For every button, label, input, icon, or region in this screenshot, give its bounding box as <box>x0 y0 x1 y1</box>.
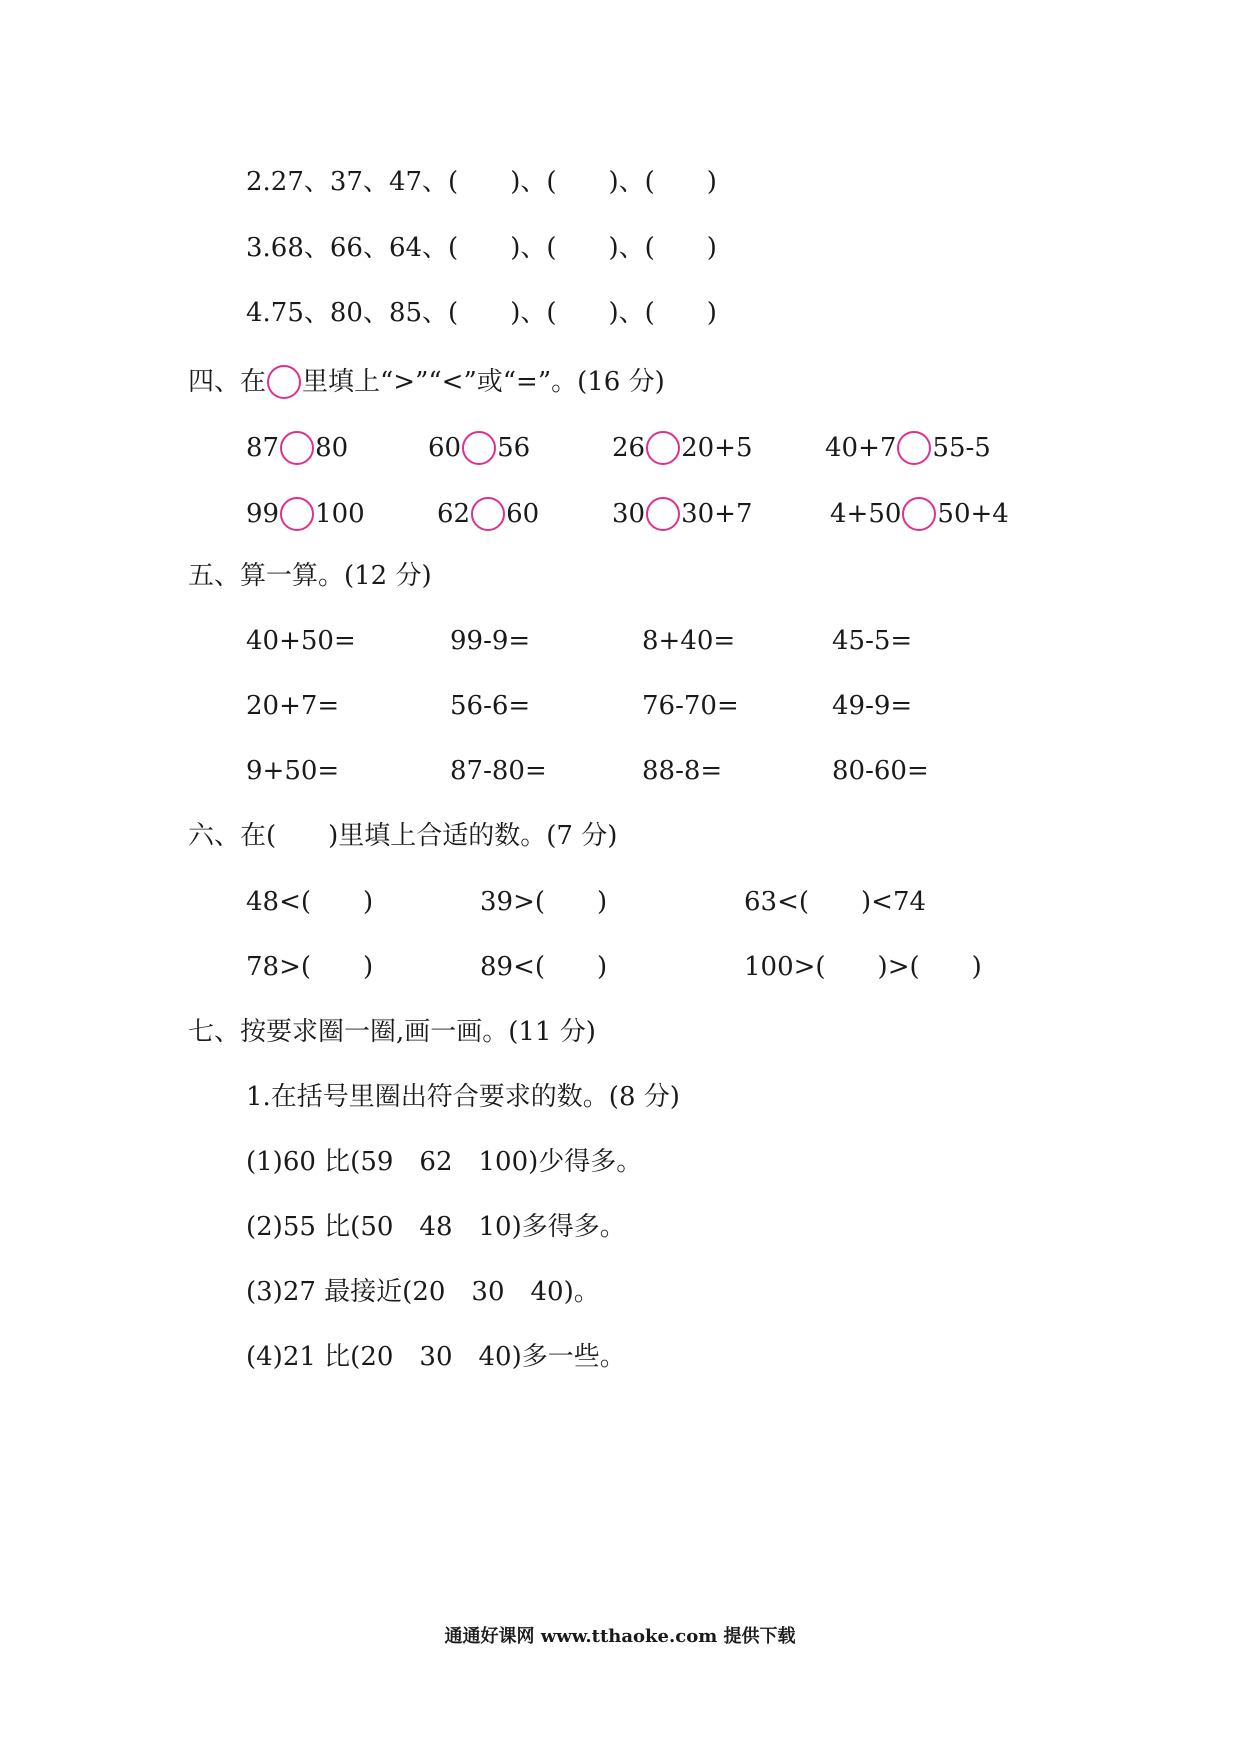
calc-problem: 45-5= <box>832 626 913 656</box>
compare-item <box>825 428 991 468</box>
fill-problem: 78>( ) <box>246 952 374 982</box>
compare-item <box>246 494 365 534</box>
compare-left: 26 <box>612 433 646 463</box>
compare-right: 100 <box>315 499 365 529</box>
calc-problem: 40+50= <box>246 626 356 656</box>
answer-circle[interactable] <box>280 497 314 531</box>
section-5-title: 五、算一算。(12 分) <box>188 561 432 591</box>
compare-right: 55-5 <box>932 433 991 463</box>
circle-problem: (1)60 比(59 62 100)少得多。 <box>246 1147 643 1177</box>
fill-problem: 39>( ) <box>480 887 608 917</box>
answer-circle[interactable] <box>471 497 505 531</box>
answer-circle[interactable] <box>462 431 496 465</box>
compare-left: 30 <box>612 499 646 529</box>
calc-problem: 88-8= <box>642 756 723 786</box>
section-4-title <box>188 362 665 402</box>
section-4-title-b: 里填上“>”“<”或“=”。(16 分) <box>302 367 665 397</box>
answer-circle[interactable] <box>902 497 936 531</box>
calc-problem: 20+7= <box>246 691 340 721</box>
calc-problem: 87-80= <box>450 756 547 786</box>
compare-item <box>437 494 539 534</box>
compare-right: 20+5 <box>681 433 753 463</box>
sequence-item-2: 2.27、37、47、( )、( )、( ) <box>246 167 717 197</box>
section-4-title-a: 四、在 <box>188 367 267 397</box>
sequence-item-4: 4.75、80、85、( )、( )、( ) <box>246 298 717 328</box>
compare-left: 60 <box>428 433 462 463</box>
compare-item <box>428 428 530 468</box>
sequence-item-3: 3.68、66、64、( )、( )、( ) <box>246 233 717 263</box>
compare-left: 99 <box>246 499 280 529</box>
compare-left: 4+50 <box>830 499 902 529</box>
answer-circle[interactable] <box>646 497 680 531</box>
circle-problem: (2)55 比(50 48 10)多得多。 <box>246 1212 626 1242</box>
section-7-subtitle: 1.在括号里圈出符合要求的数。(8 分) <box>246 1082 680 1112</box>
compare-right: 50+4 <box>937 499 1009 529</box>
answer-circle[interactable] <box>646 431 680 465</box>
section-7-title: 七、按要求圈一圈,画一画。(11 分) <box>188 1017 596 1047</box>
calc-problem: 49-9= <box>832 691 913 721</box>
calc-problem: 80-60= <box>832 756 929 786</box>
compare-left: 62 <box>437 499 471 529</box>
calc-problem: 56-6= <box>450 691 531 721</box>
calc-problem: 76-70= <box>642 691 739 721</box>
calc-problem: 9+50= <box>246 756 340 786</box>
footer-watermark: 通通好课网 www.tthaoke.com 提供下载 <box>444 1626 796 1647</box>
answer-circle[interactable] <box>897 431 931 465</box>
fill-problem: 48<( ) <box>246 887 374 917</box>
compare-right: 56 <box>497 433 531 463</box>
compare-right: 30+7 <box>681 499 753 529</box>
section-6-title: 六、在( )里填上合适的数。(7 分) <box>188 821 618 851</box>
compare-item <box>612 428 753 468</box>
compare-item <box>246 428 348 468</box>
compare-left: 87 <box>246 433 280 463</box>
calc-problem: 99-9= <box>450 626 531 656</box>
circle-problem: (4)21 比(20 30 40)多一些。 <box>246 1342 626 1372</box>
fill-problem: 89<( ) <box>480 952 608 982</box>
fill-problem: 100>( )>( ) <box>744 952 982 982</box>
compare-left: 40+7 <box>825 433 897 463</box>
compare-right: 80 <box>315 433 349 463</box>
calc-problem: 8+40= <box>642 626 736 656</box>
fill-problem: 63<( )<74 <box>744 887 927 917</box>
compare-right: 60 <box>506 499 540 529</box>
compare-item <box>612 494 753 534</box>
compare-item <box>830 494 1009 534</box>
answer-circle[interactable] <box>280 431 314 465</box>
circle-icon <box>267 365 301 399</box>
circle-problem: (3)27 最接近(20 30 40)。 <box>246 1277 600 1307</box>
